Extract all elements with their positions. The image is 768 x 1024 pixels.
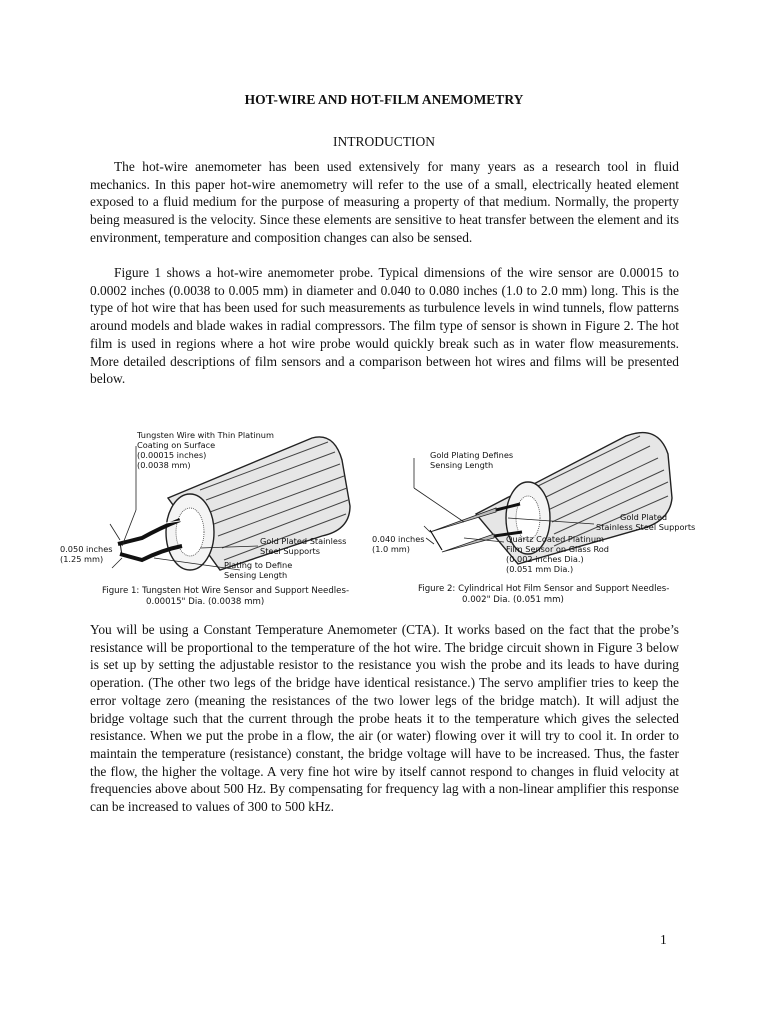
label-film-sensor: Quartz Coated Platinum Film Sensor on Glass Rod (0.002 inches Dia.) (0.051 mm Dia.)	[506, 534, 610, 574]
label-gold-plating: Gold Plating Defines Sensing Length	[430, 450, 514, 470]
page-title: HOT-WIRE AND HOT-FILM ANEMOMETRY	[244, 92, 524, 107]
label-support-needles-fig1: Gold Plated Stainless Steel Supports	[260, 536, 347, 556]
figure-1-hot-wire-probe	[50, 420, 360, 610]
figure-2-hot-film-probe	[368, 414, 713, 610]
label-plating: Plating to Define Sensing Length	[224, 560, 293, 580]
paragraph-intro: The hot-wire anemometer has been used extensively for many years as a research tool in fluid mechanics. In this paper hot-wire anemometry will refer to the use of a small, electrically heated element exposed to a fluid medium for the purpose of measuring a property of that medium. Normally, the property being measured is the velocity. Since these elements are sensitive to heat transfer between the element and its environment, temperature and composition changes can also be sensed.	[90, 159, 679, 245]
paragraph-figure-description: Figure 1 shows a hot-wire anemometer probe. Typical dimensions of the wire sensor are 0.00015 to 0.0002 inches (0.0038 to 0.005 mm) in diameter and 0.040 to 0.080 inches (1.0 to 2.0 mm) long. This is the type of hot wire that has been used for such measurements as turbulence levels in wind tunnels, flow patterns around models and blade wakes in radial compressors. The film type of sensor is shown in Figure 2. The hot film is used in regions where a hot wire probe would quickly break such as in water flow measurements. More detailed descriptions of film sensors and a comparison between hot wires and films will be presented below.	[90, 265, 679, 387]
section-heading: INTRODUCTION	[333, 134, 435, 149]
figure-2-caption: Figure 2: Cylindrical Hot Film Sensor and Support Needles- 0.002" Dia. (0.051 mm)	[418, 584, 670, 605]
label-sensing-length-fig2: 0.040 inches (1.0 mm)	[372, 534, 425, 554]
page-number: 1	[660, 932, 667, 947]
label-sensing-length-fig1: 0.050 inches (1.25 mm)	[60, 544, 113, 564]
figure-1-caption: Figure 1: Tungsten Hot Wire Sensor and Support Needles- 0.00015" Dia. (0.0038 mm)	[102, 586, 350, 607]
label-support-needles-fig2: Gold Plated Stainless Steel Supports	[596, 512, 696, 532]
label-tungsten-wire: Tungsten Wire with Thin Platinum Coating on Surface (0.00015 inches) (0.0038 mm)	[137, 430, 274, 470]
paragraph-cta: You will be using a Constant Temperature Anemometer (CTA). It works based on the fact that the probe’s resistance will be proportional to the temperature of the hot wire. The bridge circuit shown in Figure 3 below is set up by setting the adjustable resistor to the resistance you wish the probe and its leads to have during operation. (The other two legs of the bridge have identical resistance.) The servo amplifier tries to keep the error voltage zero (meaning the resistances of the two lower legs of the bridge match). It will adjust the bridge voltage such that the current through the probe heats it to the temperature which gives the selected resistance. When we put the probe in a flow, the air (or water) flowing over it will try to cool it. In order to maintain the temperature (resistance) constant, the bridge voltage will have to be increased. Thus, the faster the flow, the higher the voltage. A very fine hot wire by itself cannot respond to changes in fluid velocity at frequencies above about 500 Hz. By compensating for frequency lag with a non-linear amplifier this response can be increased to values of 300 to 500 kHz.	[90, 622, 679, 815]
